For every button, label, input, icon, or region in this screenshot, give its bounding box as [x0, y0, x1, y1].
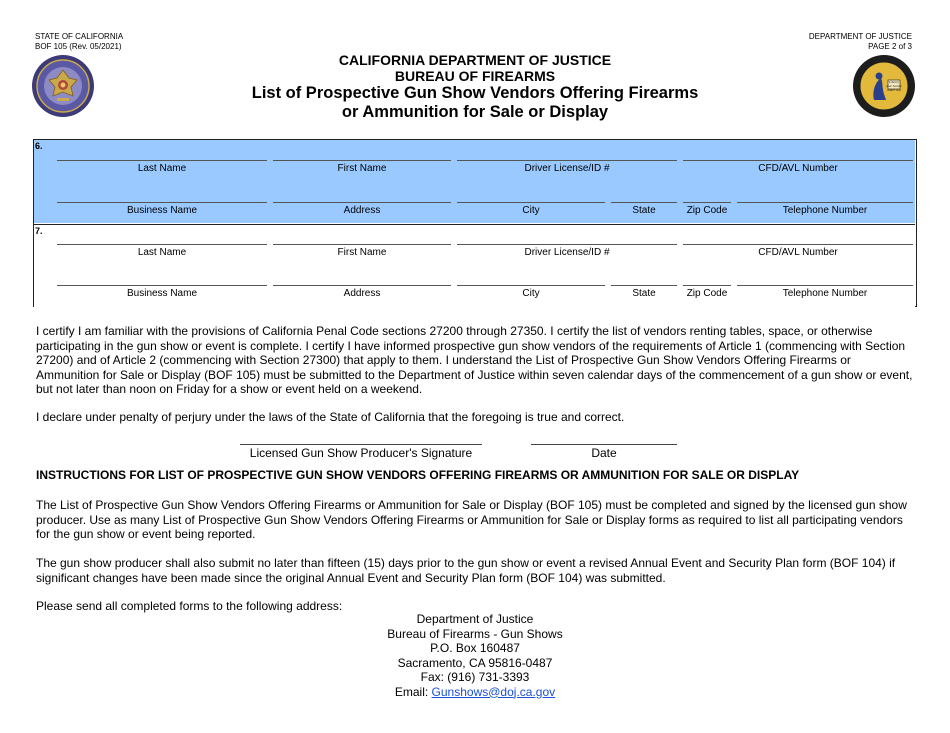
instructions-paragraph-3: Please send all completed forms to the following address: [36, 599, 343, 613]
certification-paragraph: I certify I am familiar with the provisions of California Penal Code sections 27200 through 27350. I certify the list of vendors renting tables, space, or otherwise participating in the gun show or event is complete. I certify I have informed prospective gun show vendors of the requirements of Article 1 (commencing with Section 27200) and of Article 2 (commencing with Section 27300) that apply to them. I understand the List of Prospective Gun Show Vendors Offering Firearms or Ammunition for Sale or Display (BOF 105) must be submitted to the Department of Justice within seven calendar days of the commencement of a gun show or event, but not later than noon on Friday for a show or event held on a weekend. [36, 324, 913, 396]
vendor-row-7 [34, 224, 915, 307]
address-line-3: P.O. Box 160487 [430, 641, 520, 655]
address-line-2: Bureau of Firearms - Gun Shows [387, 626, 563, 641]
date-field[interactable]: Date [531, 444, 677, 460]
address-line-1: Department of Justice [416, 612, 534, 626]
header-right [809, 32, 912, 52]
title-department: CALIFORNIA DEPARTMENT OF JUSTICE [338, 52, 612, 68]
title-form-line2: or Ammunition for Sale or Display [341, 103, 609, 121]
seal-motto: Liberty and Justice under law [886, 80, 902, 92]
instructions-paragraph-1: The List of Prospective Gun Show Vendors Offering Firearms or Ammunition for Sale or Display (BOF 105) must be completed and signed by the licensed gun show producer. Use as many List of Prospective Gun Show Vendors Offering Firearms or Ammunition for Sale or Display forms as required to list all participating vendors for the gun show or event being reported. [36, 498, 907, 541]
vendor-form-table [33, 139, 917, 307]
driver-license-field[interactable]: Driver License/ID # [457, 160, 677, 176]
state-label: STATE OF CALIFORNIA [35, 32, 124, 41]
business-name-field[interactable]: Business Name [57, 285, 267, 301]
business-name-field[interactable]: Business Name [57, 202, 267, 218]
instructions-paragraph-2: The gun show producer shall also submit no later than fifteen (15) days prior to the gun show or event a revised Annual Event and Security Plan form (BOF 104) if significant changes have been made since the original Annual Event and Security Plan form (BOF 104) was submitted. [36, 556, 896, 585]
cfd-avl-field[interactable]: CFD/AVL Number [683, 244, 913, 260]
address-line-4: Sacramento, CA 95816-0487 [397, 655, 553, 670]
fax-number: Fax: (916) 731-3393 [420, 670, 530, 684]
page-number: PAGE 2 of 3 [868, 42, 912, 51]
email-link[interactable]: Gunshows@doj.ca.gov [431, 684, 556, 699]
state-field[interactable]: State [611, 202, 677, 218]
signature-field[interactable]: Licensed Gun Show Producer's Signature [240, 444, 482, 460]
driver-license-field[interactable]: Driver License/ID # [457, 244, 677, 260]
first-name-field[interactable]: First Name [273, 160, 451, 176]
form-id: BOF 105 (Rev. 05/2021) [35, 42, 122, 51]
telephone-field[interactable]: Telephone Number [737, 285, 913, 301]
title-form-line1: List of Prospective Gun Show Vendors Offering Firearms [251, 84, 699, 102]
city-field[interactable]: City [457, 285, 605, 301]
city-field[interactable]: City [457, 202, 605, 218]
telephone-field[interactable]: Telephone Number [737, 202, 913, 218]
last-name-field[interactable]: Last Name [57, 160, 267, 176]
address-field[interactable]: Address [273, 202, 451, 218]
last-name-field[interactable]: Last Name [57, 244, 267, 260]
mailing-address-block [0, 612, 950, 699]
header-left [35, 32, 123, 52]
department-label: DEPARTMENT OF JUSTICE [808, 32, 912, 41]
email-label: Email: [394, 684, 432, 699]
document-title-block [0, 52, 950, 122]
instructions-heading: INSTRUCTIONS FOR LIST OF PROSPECTIVE GUN SHOW VENDORS OFFERING FIREARMS OR AMMUNITION FOR SALE OR DISPLAY [36, 468, 800, 482]
first-name-field[interactable]: First Name [273, 244, 451, 260]
row-number: 7. [35, 226, 43, 236]
title-bureau: BUREAU OF FIREARMS [394, 68, 556, 84]
vendor-row-6 [34, 140, 915, 223]
row-number: 6. [35, 141, 43, 151]
zip-code-field[interactable]: Zip Code [683, 202, 731, 218]
cfd-avl-field[interactable]: CFD/AVL Number [683, 160, 913, 176]
address-field[interactable]: Address [273, 285, 451, 301]
state-field[interactable]: State [611, 285, 677, 301]
zip-code-field[interactable]: Zip Code [683, 285, 731, 301]
email-line [0, 685, 950, 700]
declaration-paragraph: I declare under penalty of perjury under the laws of the State of California that the foregoing is true and correct. [36, 410, 625, 424]
